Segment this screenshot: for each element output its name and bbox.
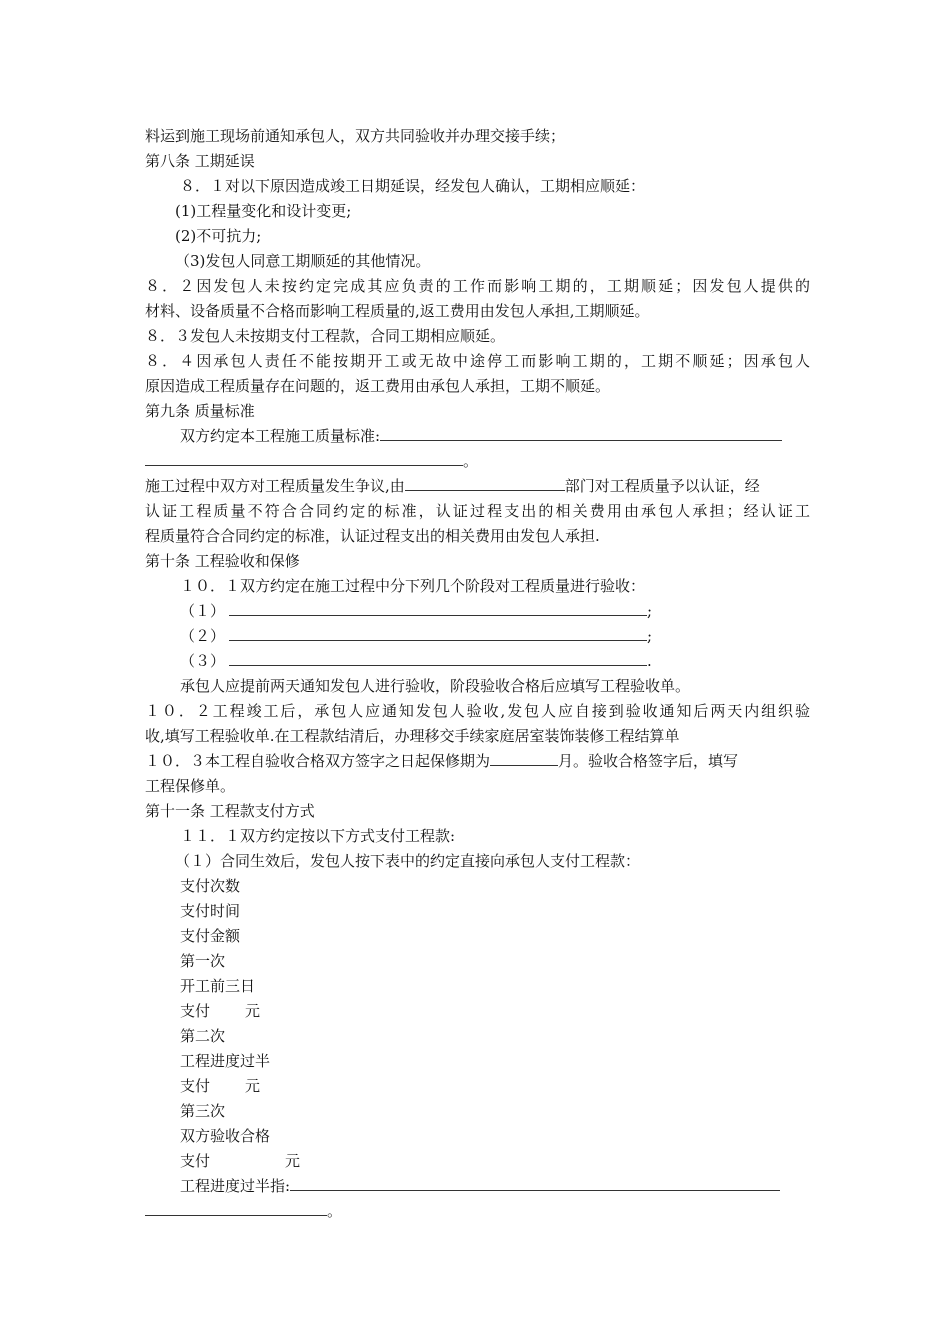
text: 支付 bbox=[180, 1077, 211, 1095]
clause-8-4 bbox=[145, 349, 810, 374]
text: ; bbox=[647, 602, 653, 620]
table-cell bbox=[180, 924, 810, 949]
text-line bbox=[145, 449, 810, 474]
table-cell bbox=[180, 1049, 810, 1074]
heading-text: 第十一条 工程款支付方式 bbox=[145, 802, 315, 820]
dispute-line bbox=[145, 474, 810, 499]
text: (1)工程量变化和设计变更; bbox=[175, 202, 352, 220]
text: 部门对工程质量予以认证，经 bbox=[564, 477, 760, 495]
text-line bbox=[145, 499, 810, 524]
text: 双方约定本工程施工质量标准: bbox=[180, 427, 381, 445]
list-item bbox=[175, 224, 810, 249]
text: ８．２因发包人未按约定完成其应负责的工作而影响工期的，工期顺延；因发包人提供的 bbox=[145, 277, 810, 295]
blank-field[interactable] bbox=[145, 1200, 327, 1216]
blank-field[interactable] bbox=[405, 475, 565, 491]
text: 支付次数 bbox=[180, 877, 241, 895]
table-cell bbox=[180, 974, 810, 999]
text: 原因造成工程质量存在问题的，返工费用由承包人承担，工期不顺延。 bbox=[145, 377, 611, 395]
text: 元 bbox=[285, 1152, 301, 1170]
list-item bbox=[175, 249, 810, 274]
clause-11-1 bbox=[180, 824, 810, 849]
text: ; bbox=[647, 627, 653, 645]
text-line bbox=[175, 849, 810, 874]
table-cell bbox=[180, 1149, 810, 1174]
text-line bbox=[145, 124, 810, 149]
text: （２） bbox=[180, 627, 226, 645]
list-item bbox=[180, 649, 810, 674]
table-cell bbox=[180, 899, 810, 924]
table-cell bbox=[180, 1124, 810, 1149]
text: 第三次 bbox=[180, 1102, 226, 1120]
text: １１．１双方约定按以下方式支付工程款: bbox=[180, 827, 456, 845]
clause-10-1 bbox=[180, 574, 810, 599]
text-line bbox=[145, 374, 810, 399]
blank-field[interactable] bbox=[229, 650, 647, 666]
section-heading-8 bbox=[145, 149, 810, 174]
text: 施工过程中双方对工程质量发生争议,由 bbox=[145, 477, 405, 495]
list-item bbox=[180, 599, 810, 624]
heading-text: 第八条 工期延误 bbox=[145, 152, 255, 170]
table-cell bbox=[180, 1099, 810, 1124]
text: 月。验收合格签字后，填写 bbox=[558, 752, 739, 770]
blank-field[interactable] bbox=[380, 425, 782, 441]
clause-10-3 bbox=[145, 749, 810, 774]
text: 第一次 bbox=[180, 952, 226, 970]
table-cell bbox=[180, 949, 810, 974]
text: １０．１双方约定在施工过程中分下列几个阶段对工程质量进行验收： bbox=[180, 577, 646, 595]
clause-8-3 bbox=[145, 324, 810, 349]
text: 第二次 bbox=[180, 1027, 226, 1045]
text: . bbox=[647, 652, 652, 670]
blank-field[interactable] bbox=[229, 625, 647, 641]
text: (2)不可抗力; bbox=[175, 227, 262, 245]
text: １０．２工程竣工后，承包人应通知发包人验收,发包人应自接到验收通知后两天内组织验 bbox=[145, 702, 810, 720]
text: 工程保修单。 bbox=[145, 777, 236, 795]
blank-field[interactable] bbox=[145, 450, 463, 466]
text: 支付时间 bbox=[180, 902, 241, 920]
text: 。 bbox=[463, 452, 479, 470]
text-line bbox=[180, 674, 810, 699]
list-item bbox=[175, 199, 810, 224]
section-heading-10 bbox=[145, 549, 810, 574]
text: 认证工程质量不符合合同约定的标准，认证过程支出的相关费用由承包人承担；经认证工 bbox=[145, 502, 810, 520]
clause-8-1 bbox=[180, 174, 810, 199]
text-line bbox=[145, 299, 810, 324]
section-heading-9 bbox=[145, 399, 810, 424]
text-line bbox=[145, 524, 810, 549]
text: 材料、设备质量不合格而影响工程质量的,返工费用由发包人承担,工期顺延。 bbox=[145, 302, 650, 320]
text: 元 bbox=[245, 1002, 261, 1020]
text: 支付金额 bbox=[180, 927, 241, 945]
heading-text: 第十条 工程验收和保修 bbox=[145, 552, 300, 570]
text: （１） bbox=[180, 602, 226, 620]
text-line bbox=[145, 1199, 810, 1224]
progress-definition-line bbox=[180, 1174, 810, 1199]
text: 支付 bbox=[180, 1152, 211, 1170]
blank-field[interactable] bbox=[490, 750, 558, 766]
clause-10-2 bbox=[145, 699, 810, 724]
text: ８．４因承包人责任不能按期开工或无故中途停工而影响工期的，工期不顺延；因承包人 bbox=[145, 352, 810, 370]
text: １０．３本工程自验收合格双方签字之日起保修期为 bbox=[145, 752, 491, 770]
text: 承包人应提前两天通知发包人进行验收，阶段验收合格后应填写工程验收单。 bbox=[180, 677, 691, 695]
text: （１）合同生效后，发包人按下表中的约定直接向承包人支付工程款： bbox=[175, 852, 641, 870]
list-item bbox=[180, 624, 810, 649]
text-line bbox=[145, 774, 810, 799]
blank-field[interactable] bbox=[229, 600, 647, 616]
text: 工程进度过半 bbox=[180, 1052, 271, 1070]
clause-8-2 bbox=[145, 274, 810, 299]
text: 元 bbox=[245, 1077, 261, 1095]
table-cell bbox=[180, 1024, 810, 1049]
text-line bbox=[145, 724, 810, 749]
text: 料运到施工现场前通知承包人，双方共同验收并办理交接手续； bbox=[145, 127, 566, 145]
table-cell bbox=[180, 874, 810, 899]
heading-text: 第九条 质量标准 bbox=[145, 402, 255, 420]
text: 程质量符合合同约定的标准，认证过程支出的相关费用由发包人承担. bbox=[145, 527, 600, 545]
section-heading-11 bbox=[145, 799, 810, 824]
text: 支付 bbox=[180, 1002, 211, 1020]
table-cell bbox=[180, 1074, 810, 1099]
text: 收,填写工程验收单.在工程款结清后，办理移交手续家庭居室装饰装修工程结算单 bbox=[145, 727, 680, 745]
text: 双方验收合格 bbox=[180, 1127, 271, 1145]
text: （３） bbox=[180, 652, 226, 670]
text: 工程进度过半指: bbox=[180, 1177, 291, 1195]
table-cell bbox=[180, 999, 810, 1024]
text: （3)发包人同意工期顺延的其他情况。 bbox=[175, 252, 431, 270]
text: ８．１对以下原因造成竣工日期延误，经发包人确认，工期相应顺延： bbox=[180, 177, 646, 195]
text: 。 bbox=[327, 1202, 343, 1220]
blank-field[interactable] bbox=[290, 1175, 780, 1191]
quality-standard-line bbox=[180, 424, 810, 449]
text: ８．３发包人未按期支付工程款，合同工期相应顺延。 bbox=[145, 327, 506, 345]
text: 开工前三日 bbox=[180, 977, 256, 995]
